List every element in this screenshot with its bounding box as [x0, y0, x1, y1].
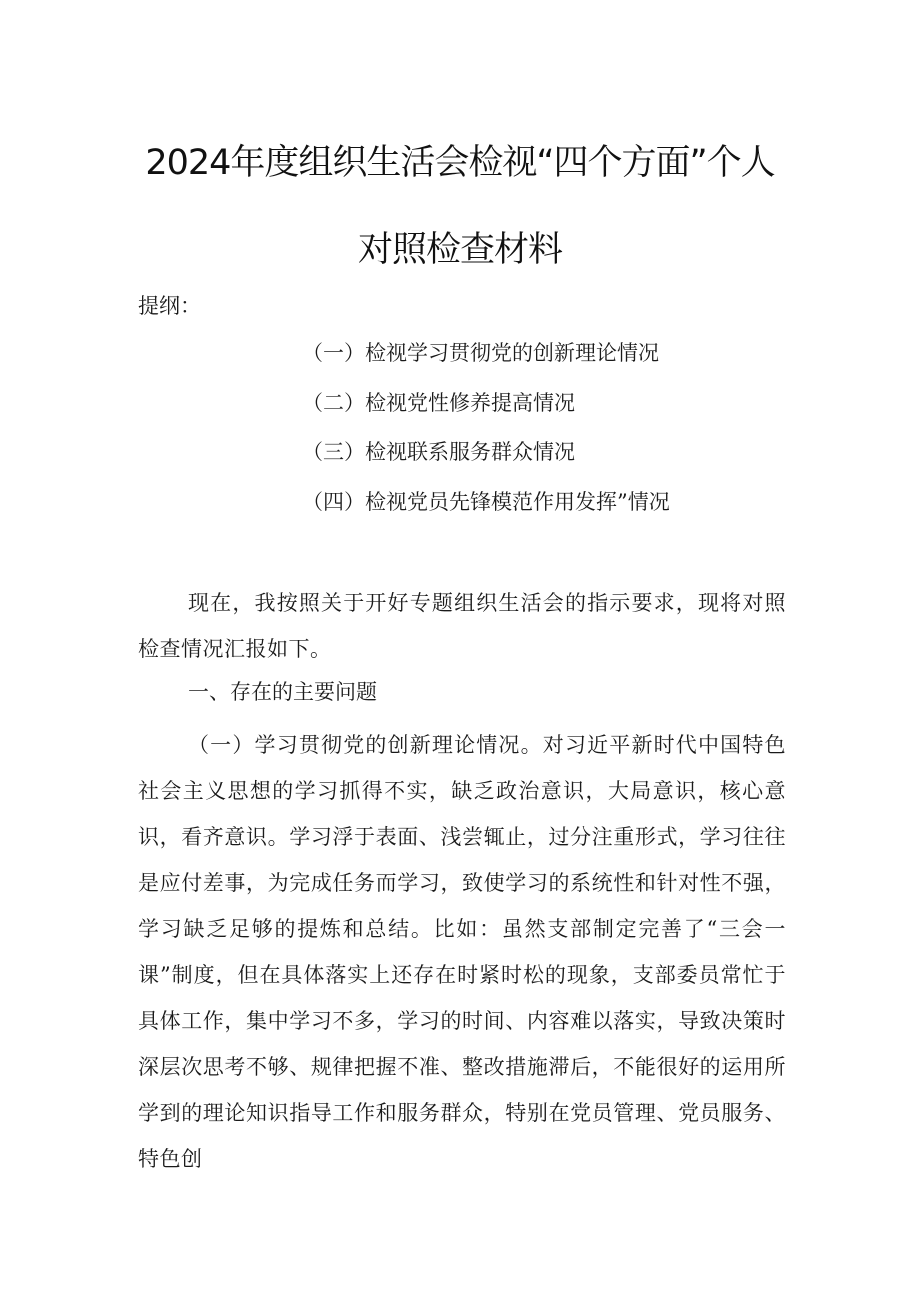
- outline-list: [302, 337, 670, 535]
- section-paragraph: （一）学习贯彻党的创新理论情况。对习近平新时代中国特色社会主义思想的学习抓得不实，缺乏政治意识，大局意识，核心意识，看齐意识。学习浮于表面、浅尝辄止，过分注重形式，学习往往是应付差事，为完成任务而学习，致使学习的系统性和针对性不强，学习缺乏足够的提炼和总结。比如：虽然支部制定完善了“三会一课”制度，但在具体落实上还存在时紧时松的现象，支部委员常忙于具体工作，集中学习不多，学习的时间、内容难以落实，导致决策时深层次思考不够、规律把握不准、整改措施滞后，不能很好的运用所学到的理论知识指导工作和服务群众，特别在党员管理、党员服务、特色创: [138, 733, 786, 1171]
- outline-item: （三）检视联系服务群众情况: [302, 440, 575, 464]
- outline-item: （四）检视党员先锋模范作用发挥”情况: [302, 489, 670, 514]
- outline-item: （一）检视学习贯彻党的创新理论情况: [302, 341, 659, 365]
- document-title-line-1: 2024年度组织生活会检视“四个方面”个人: [145, 143, 775, 183]
- document-title-line-2: 对照检查材料: [357, 230, 562, 270]
- intro-paragraph: 现在，我按照关于开好专题组织生活会的指示要求，现将对照检查情况汇报如下。: [138, 591, 786, 661]
- outline-label: 提纲：: [138, 294, 201, 318]
- outline-item: （二）检视党性修养提高情况: [302, 390, 575, 415]
- section-heading: 一、存在的主要问题: [188, 680, 377, 704]
